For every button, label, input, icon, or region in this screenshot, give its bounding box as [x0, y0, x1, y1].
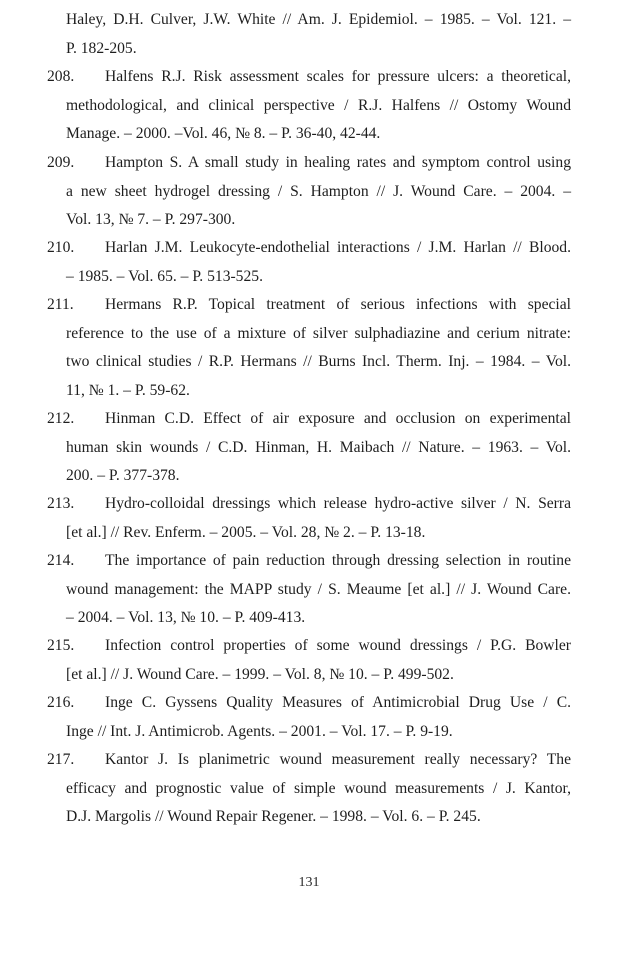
reference-number: 212. — [47, 410, 75, 427]
reference-line: Haley, D.H. Culver, J.W. White // Am. J. Epidemiol. – 1985. – Vol. 121. – — [66, 11, 571, 28]
reference-line: P. 182-205. — [66, 39, 137, 57]
reference-number: 209. — [47, 154, 75, 171]
reference-first-line — [0, 234, 571, 263]
reference-item — [0, 405, 618, 491]
reference-line: – 1985. – Vol. 65. – P. 513-525. — [66, 267, 263, 285]
reference-line: Halfens R.J. Risk assessment scales for pressure ulcers: a theoretical, — [105, 68, 571, 85]
reference-line: 200. – P. 377-378. — [66, 467, 180, 484]
reference-line: human skin wounds / C.D. Hinman, H. Maibach // Nature. – 1963. – Vol. — [66, 438, 571, 456]
reference-line: – 2004. – Vol. 13, № 10. – P. 409-413. — [66, 609, 306, 626]
reference-line: [et al.] // J. Wound Care. – 1999. – Vol. 8, № 10. – P. 499-502. — [66, 665, 454, 683]
reference-item — [0, 490, 618, 547]
reference-first-line — [0, 149, 571, 178]
reference-line: Inge C. Gyssens Quality Measures of Antimicrobial Drug Use / C. — [105, 694, 571, 711]
reference-number: 214. — [47, 552, 75, 569]
reference-item — [0, 746, 618, 832]
reference-line: The importance of pain reduction through dressing selection in routine — [105, 552, 571, 569]
reference-first-line — [0, 405, 571, 434]
reference-item — [0, 689, 618, 746]
reference-item — [0, 291, 618, 405]
reference-first-line — [0, 632, 571, 661]
reference-line: Manage. – 2000. –Vol. 46, № 8. – P. 36-40, 42-44. — [66, 125, 381, 142]
reference-item — [0, 547, 618, 633]
reference-first-line — [0, 63, 571, 92]
reference-item — [0, 6, 618, 63]
reference-line: two clinical studies / R.P. Hermans // Burns Incl. Therm. Inj. – 1984. – Vol. — [66, 353, 571, 370]
reference-line: Hermans R.P. Topical treatment of serious infections with special — [105, 296, 571, 313]
reference-first-line — [0, 490, 571, 519]
reference-line: Vol. 13, № 7. – P. 297-300. — [66, 211, 236, 228]
reference-line: Inge // Int. J. Antimicrob. Agents. – 2001. – Vol. 17. – P. 9-19. — [66, 722, 453, 740]
reference-line: Infection control properties of some wound dressings / P.G. Bowler — [105, 637, 571, 654]
reference-line: methodological, and clinical perspective / R.J. Halfens // Ostomy Wound — [66, 96, 571, 114]
reference-first-line — [0, 291, 571, 320]
reference-number: 208. — [47, 68, 75, 85]
reference-line: Hinman C.D. Effect of air exposure and occlusion on experimental — [105, 410, 571, 427]
reference-first-line — [0, 689, 571, 718]
reference-number: 211. — [47, 296, 74, 313]
reference-line: efficacy and prognostic value of simple wound measurements / J. Kantor, — [66, 779, 571, 797]
reference-number: 217. — [47, 751, 75, 768]
reference-line: D.J. Margolis // Wound Repair Regener. – 1998. – Vol. 6. – P. 245. — [66, 808, 481, 825]
reference-item — [0, 234, 618, 291]
reference-line: Hydro-colloidal dressings which release hydro-active silver / N. Serra — [105, 495, 571, 512]
reference-item — [0, 63, 618, 149]
reference-line: Hampton S. A small study in healing rates and symptom control using — [105, 154, 571, 171]
reference-item — [0, 149, 618, 235]
reference-item — [0, 632, 618, 689]
reference-line: Harlan J.M. Leukocyte-endothelial interactions / J.M. Harlan // Blood. — [105, 239, 571, 256]
reference-line: Kantor J. Is planimetric wound measurement really necessary? The — [105, 751, 571, 768]
reference-line: 11, № 1. – P. 59-62. — [66, 381, 190, 399]
page-number: 131 — [298, 875, 320, 890]
reference-number: 215. — [47, 637, 75, 654]
reference-number: 210. — [47, 239, 75, 256]
reference-number: 213. — [47, 495, 75, 512]
reference-first-line — [0, 746, 571, 775]
reference-line: [et al.] // Rev. Enferm. – 2005. – Vol. 28, № 2. – P. 13-18. — [66, 523, 426, 541]
reference-number: 216. — [47, 694, 75, 711]
reference-line: reference to the use of a mixture of silver sulphadiazine and cerium nitrate: — [66, 324, 571, 342]
reference-first-line — [0, 547, 571, 576]
reference-line: wound management: the MAPP study / S. Meaume [et al.] // J. Wound Care. — [66, 580, 571, 598]
reference-line: a new sheet hydrogel dressing / S. Hampton // J. Wound Care. – 2004. – — [66, 182, 571, 200]
